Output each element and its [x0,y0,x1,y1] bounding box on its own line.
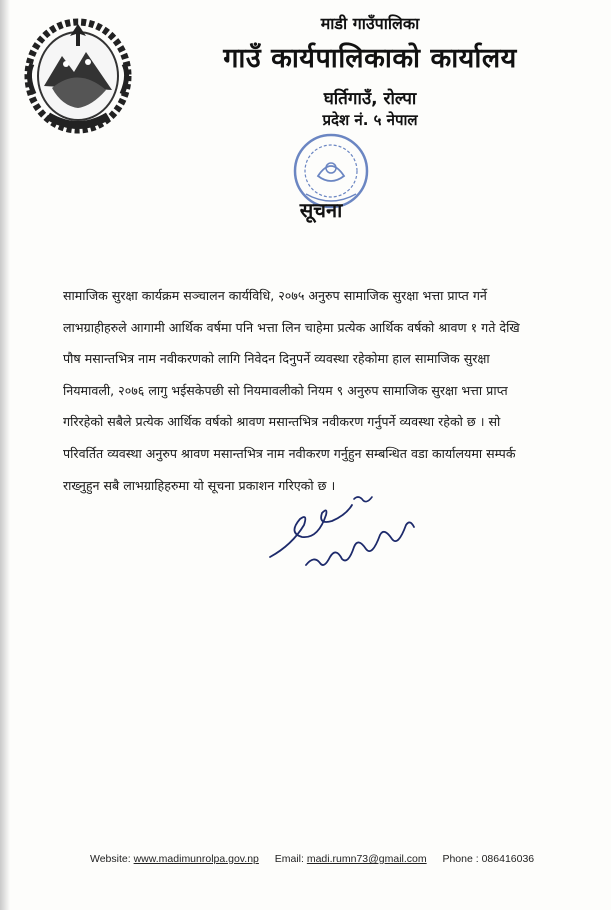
body-line: पौष मसान्तभित्र नाम नवीकरणको लागि निवेदन दिनुपर्ने व्यवस्था रहेकोमा हाल सामाजिक सुरक्षा [63,351,490,367]
body-line: लाभग्राहीहरुले आगामी आर्थिक वर्षमा पनि भत्ता लिन चाहेमा प्रत्येक आर्थिक वर्षको श्रावण १ गते देखि [63,319,520,335]
nepal-emblem-icon [22,16,134,136]
body-line: नियमावली, २०७६ लागु भईसकेपछी सो नियमावलीको नियम ९ अनुरुप सामाजिक सुरक्षा भत्ता प्राप्त [63,382,508,398]
province-line: प्रदेश नं. ५ नेपाल [322,111,418,129]
signature-image [262,485,422,575]
website-label: Website: [90,853,131,865]
email-label: Email: [274,853,304,865]
notice-title: सूचना [299,198,343,222]
footer-contact [90,853,535,865]
body-line: परिवर्तित व्यवस्था अनुरुप श्रावण मसान्तभित्र नाम नवीकरण गर्नुहुन सम्बन्धित वडा कार्यालयमा सम्पर्क [63,445,516,461]
phone-number: 086416036 [481,853,535,865]
body-line: गरिरहेको सबैले प्रत्येक आर्थिक वर्षको श्रावण मसान्तभित्र नवीकरण गर्नुपर्ने व्यवस्था रहेको छ । सो [63,414,501,430]
website-link[interactable]: www.madimunrolpa.gov.np [133,853,259,865]
body-line: राख्नुहुन सबै लाभग्राहिहरुमा यो सूचना प्रकाशन गरिएको छ । [63,477,336,493]
office-location: घर्तिगाउँ, रोल्पा [323,89,417,109]
scan-edge-shadow [0,0,10,910]
phone-label: Phone : [442,853,479,865]
municipality-name: माडी गाउँपालिका [320,14,420,33]
body-line: सामाजिक सुरक्षा कार्यक्रम सञ्चालन कार्यविधि, २०७५ अनुरुप सामाजिक सुरक्षा भत्ता प्राप्त गर्ने [63,288,487,303]
notice-body [63,280,583,501]
office-name: गाउँ कार्यपालिकाको कार्यालय [223,43,517,74]
email-link[interactable]: madi.rumn73@gmail.com [306,853,427,865]
